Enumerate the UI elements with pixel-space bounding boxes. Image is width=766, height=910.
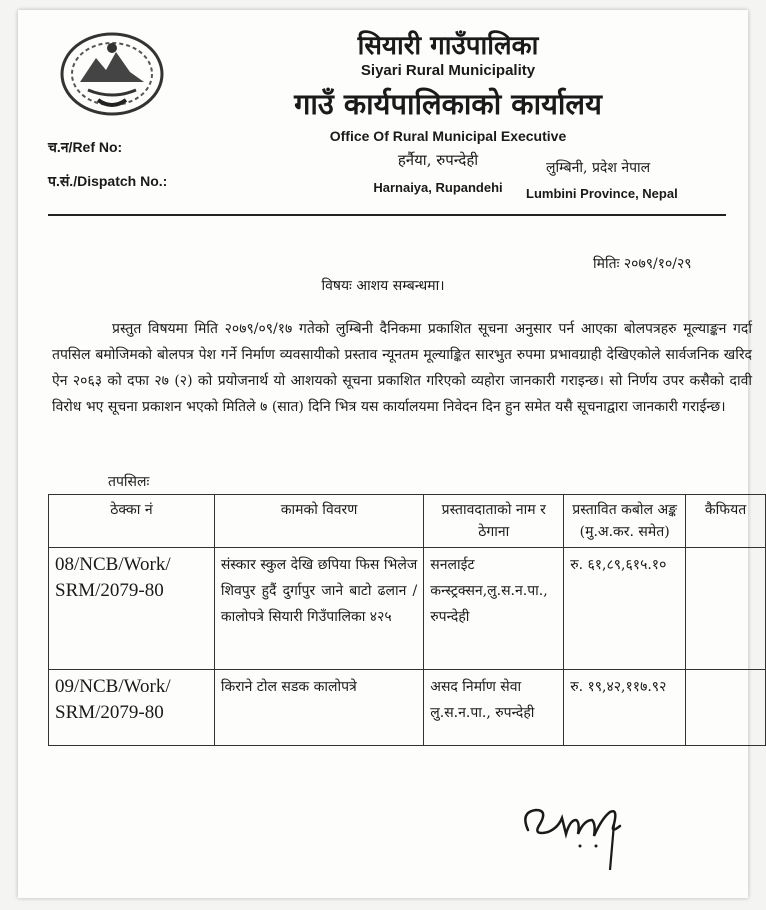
work-description: किराने टोल सडक कालोपत्रे — [214, 670, 423, 746]
header-remarks: कैफियत — [686, 495, 766, 548]
location-np: हर्नैया, रुपन्देही — [397, 151, 479, 169]
letter-date: मितिः २०७९/१०/२९ — [593, 256, 692, 272]
header-contract-no: ठेक्का नं — [49, 495, 215, 548]
bid-amount: रु. १९,४२,११७.९२ — [564, 670, 686, 746]
header-divider — [48, 214, 726, 216]
office-name-en: Office Of Rural Municipal Executive — [329, 128, 567, 144]
contract-no: 09/NCB/Work/ SRM/2079-80 — [49, 670, 215, 746]
table-header-row — [49, 495, 766, 548]
letter-subject: विषयः आशय सम्बन्धमा। — [321, 278, 445, 294]
bidder-name: सनलाईट कन्स्ट्रक्सन,लु.स.न.पा., रुपन्देही — [424, 548, 564, 670]
bidder-name: असद निर्माण सेवा लु.स.न.पा., रुपन्देही — [424, 670, 564, 746]
table-row — [49, 670, 766, 746]
letter-body: प्रस्तुत विषयमा मिति २०७९/०९/१७ गतेको लुम्बिनी दैनिकमा प्रकाशित सूचना अनुसार पर्न आएका बोलपत्रहरु मूल्याङ्कन गर्दा तपसिल बमोजिमको बोलपत्र पेश गर्ने निर्माण व्यवसायीको प्रस्ताव न्यूनतम मूल्याङ्कित सारभुत रुपमा प्रभावग्राही देखिएकोले सार्वजनिक खरिद ऐन २०६३ को दफा २७ (२) को प्रयोजनार्थ यो आशयको सूचना प्रकाशित गरिएको व्यहोरा जानकारी गराइन्छ। सो निर्णय उपर कसैको दावी विरोध भए सूचना प्रकाशन भएको मितिले ७ (सात) दिनि भित्र यस कार्यालयमा निवेदन दिन हुन समेत यसै सूचनाद्वारा जानकारी गराईन्छ। — [52, 321, 752, 415]
bid-amount: रु. ६१,८९,६१५.१० — [564, 548, 686, 670]
government-emblem-icon — [58, 30, 166, 118]
remarks — [686, 548, 766, 670]
remarks — [686, 670, 766, 746]
header-bid-amount: प्रस्तावित कबोल अङ्क (मु.अ.कर. समेत) — [564, 495, 686, 548]
office-name-np: गाउँ कार्यपालिकाको कार्यालय — [294, 87, 602, 121]
province-en: Lumbini Province, Nepal — [526, 186, 678, 201]
header-bidder: प्रस्तावदाताको नाम र ठेगाना — [424, 495, 564, 548]
header-work-description: कामको विवरण — [214, 495, 423, 548]
table-label: तपसिलः — [108, 474, 150, 490]
table-row — [49, 548, 766, 670]
municipality-name-np: सियारी गाउँपालिका — [357, 31, 539, 61]
document-page — [18, 10, 752, 898]
work-description: संस्कार स्कुल देखि छपिया फिस भिलेज शिवपुर हुदैं दुर्गापुर जाने बाटो ढलान / कालोपत्रे सियारी गिउँपालिका ४२५ — [214, 548, 423, 670]
contract-no: 08/NCB/Work/ SRM/2079-80 — [49, 548, 215, 670]
dispatch-no-label: प.सं./Dispatch No.: — [48, 173, 168, 189]
municipality-name-en: Siyari Rural Municipality — [360, 62, 536, 79]
ref-no-label: च.न/Ref No: — [48, 139, 123, 155]
contracts-table — [48, 494, 766, 746]
signature-icon — [518, 790, 668, 880]
location-en: Harnaiya, Rupandehi — [373, 180, 503, 195]
province-np: लुम्बिनी, प्रदेश नेपाल — [546, 160, 651, 176]
